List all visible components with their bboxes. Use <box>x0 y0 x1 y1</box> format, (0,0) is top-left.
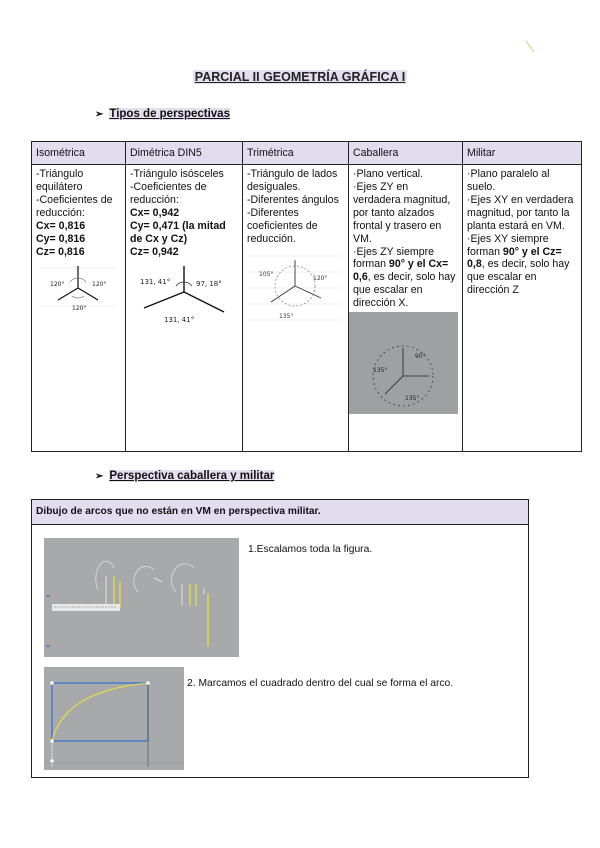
step-2-text: 2. Marcamos el cuadrado dentro del cual se forma el arco. <box>187 678 454 689</box>
cell-isometrica <box>32 165 126 452</box>
dim-angle-b: 97, 18° <box>196 280 222 289</box>
arcs-box <box>31 499 529 778</box>
cab-angle-c: 135° <box>405 395 420 403</box>
tri-line: -Triángulo de lados desiguales. <box>247 168 338 193</box>
tri-angle-a: 105° <box>259 270 274 278</box>
cab-angle-b: 135° <box>373 367 388 375</box>
arcs-box-header: Dibujo de arcos que no están en VM en perspectiva militar. <box>32 500 528 525</box>
cab-text: ·Ejes ZY siempre forman <box>353 245 435 271</box>
col-header-caballera: Caballera <box>349 142 463 165</box>
iso-angle-c: 120° <box>72 305 87 313</box>
col-header-isometrica: Isométrica <box>32 142 126 165</box>
dim-angle-a: 131, 41° <box>140 278 171 287</box>
mil-text: , es decir, solo hay que escalar en dirección Z <box>467 258 570 297</box>
section-heading-tipos <box>95 108 230 120</box>
mil-line: ·Ejes XY en verdadera magnitud, por tanto la planta estará en VM. <box>467 193 574 232</box>
cad-screenshot-1 <box>44 538 239 657</box>
iso-line: -Triángulo equilátero <box>36 168 84 193</box>
col-header-dimetrica: Dimétrica DIN5 <box>126 142 243 165</box>
decorative-stroke <box>524 40 536 54</box>
cab-line: ·Plano vertical. <box>353 168 424 180</box>
section-heading-caballera-militar <box>95 470 274 482</box>
cad-screenshot-2 <box>44 667 184 770</box>
dim-angle-c: 131, 41° <box>164 316 195 325</box>
trimetric-axes-sketch <box>247 250 343 326</box>
dim-line: -Triángulo isósceles <box>130 168 224 180</box>
col-header-trimetrica: Trimétrica <box>243 142 349 165</box>
mil-bold: 90° y el Cz= 0,8 <box>467 245 562 271</box>
dim-cz: Cz= 0,942 <box>130 245 179 258</box>
arrow-bullet-icon: ➢ <box>95 109 104 120</box>
perspectives-table <box>31 141 582 452</box>
cell-dimetrica <box>126 165 243 452</box>
cab-bold: 90° y el Cx= 0,6 <box>353 258 449 284</box>
tri-line: -Diferentes ángulos <box>247 193 339 206</box>
section-heading-text: Perspectiva caballera y militar <box>109 470 275 482</box>
section-heading-text: Tipos de perspectivas <box>109 108 230 120</box>
iso-cz: Cz= 0,816 <box>36 245 85 258</box>
cab-line-3 <box>353 246 458 311</box>
tri-angle-b: 120° <box>313 274 328 282</box>
cell-militar <box>463 165 582 452</box>
cab-text: , es decir, solo hay que escalar en dirección X. <box>353 271 456 310</box>
dim-cx: Cx= 0,942 <box>130 206 180 219</box>
step-1-text: 1.Escalamos toda la figura. <box>248 544 373 555</box>
dim-line: -Coeficientes de reducción: <box>130 180 207 206</box>
tri-line: -Diferentes coeficientes de reducción. <box>247 206 318 245</box>
iso-cx: Cx= 0,816 <box>36 219 86 232</box>
iso-line: -Coeficientes de reducción: <box>36 193 113 219</box>
page-title: PARCIAL II GEOMETRÍA GRÁFICA I <box>194 70 406 84</box>
mil-text: ·Ejes XY siempre forman <box>467 232 549 258</box>
cell-caballera <box>349 165 463 452</box>
dimetric-axes-sketch <box>130 262 238 328</box>
table-header-row <box>32 142 582 165</box>
cavalier-axes-sketch <box>349 312 458 414</box>
isometric-axes-sketch <box>36 262 120 314</box>
square-arc-drawing <box>44 667 184 770</box>
mil-line-3 <box>467 233 577 298</box>
scaled-figure-drawing <box>44 538 239 657</box>
cell-trimetrica <box>243 165 349 452</box>
table-row <box>32 165 582 452</box>
iso-angle-b: 120° <box>92 281 107 289</box>
tri-angle-c: 135° <box>279 312 294 320</box>
iso-angle-a: 120° <box>50 281 65 289</box>
col-header-militar: Militar <box>463 142 582 165</box>
dim-cy: Cy= 0,471 (la mitad de Cx y Cz) <box>130 219 226 245</box>
iso-cy: Cy= 0,816 <box>36 232 86 245</box>
cab-line: ·Ejes ZY en verdadera magnitud, por tanto alzados frontal y trasero en VM. <box>353 180 451 245</box>
arrow-bullet-icon: ➢ <box>95 471 104 482</box>
cab-angle-a: 90° <box>415 353 426 361</box>
mil-line: ·Plano paralelo al suelo. <box>467 168 550 193</box>
